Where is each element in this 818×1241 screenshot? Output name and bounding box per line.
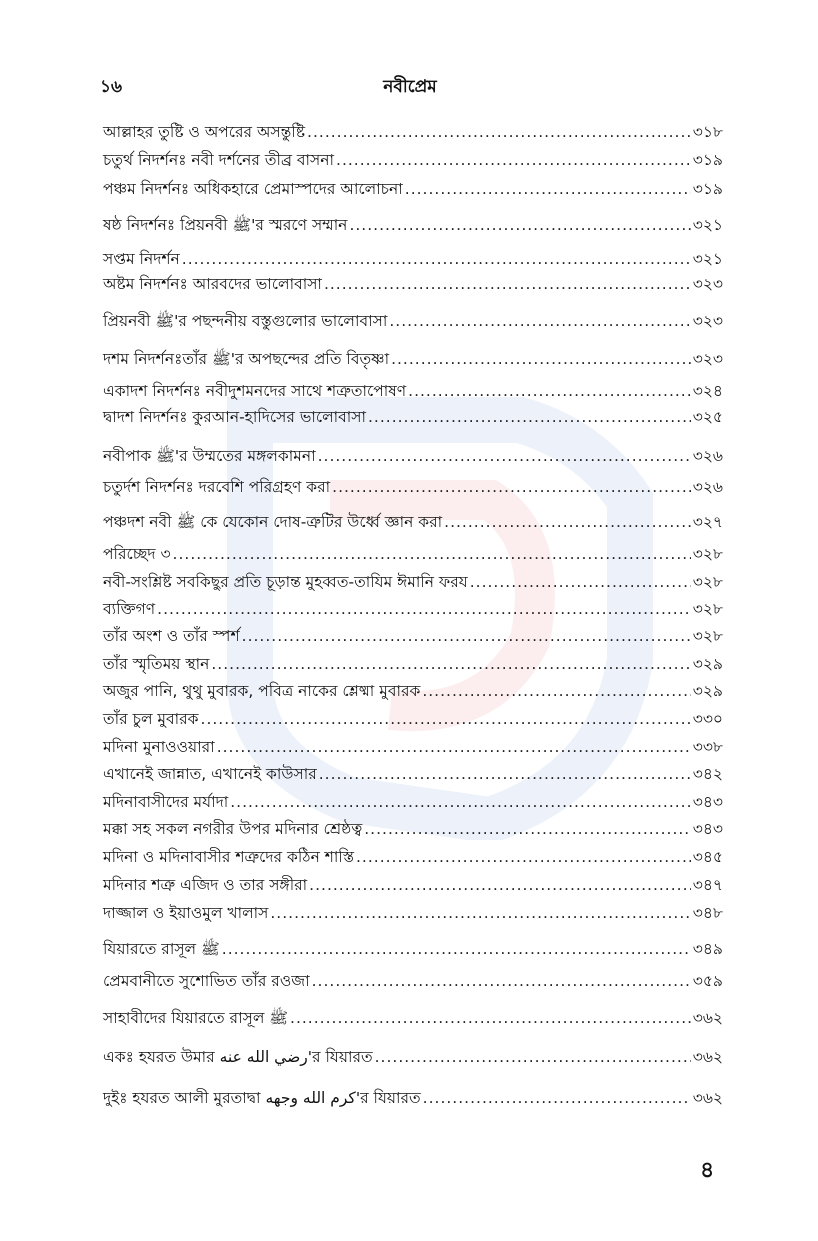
toc-entry xyxy=(103,938,723,960)
toc-entry-title: মক্কা সহ সকল নগরীর উপর মদিনার শ্রেষ্ঠত্ব xyxy=(103,820,363,838)
dot-leader xyxy=(423,1087,691,1109)
toc-entry xyxy=(103,214,723,236)
toc-entry-title: আল্লাহর তুষ্টি ও অপরের অসন্তুষ্টি xyxy=(103,123,306,141)
toc-entry-title: মদিনা ও মদিনাবাসীর শত্রুদের কঠিন শাস্তি xyxy=(103,848,354,866)
book-title: নবীপ্রেম xyxy=(383,77,437,97)
dot-leader xyxy=(211,653,690,675)
toc-entry xyxy=(103,970,723,992)
toc-entry-page: ৩৬২ xyxy=(692,1089,723,1107)
toc-entry xyxy=(103,708,723,730)
toc-entry xyxy=(103,763,723,785)
toc-entry-page: ৩২১ xyxy=(692,250,723,268)
toc-entry-page: ৩২৩ xyxy=(692,350,723,368)
toc-entry xyxy=(103,902,723,924)
toc-entry-page: ৩৪৫ xyxy=(692,848,723,866)
toc-entry-title: প্রিয়নবী ﷺ'র পছন্দনীয় বস্তুগুলোর ভালোবাসা xyxy=(103,312,388,330)
toc-entry xyxy=(103,445,723,467)
toc-entry xyxy=(103,874,723,896)
toc-entry xyxy=(103,1087,723,1109)
toc-entry-title: তাঁর চুল মুবারক xyxy=(103,710,199,728)
toc-entry xyxy=(103,625,723,647)
toc-entry xyxy=(103,380,723,402)
dot-leader xyxy=(312,970,691,992)
dot-leader xyxy=(307,121,691,143)
toc-entry-page: ৩২৩ xyxy=(692,275,723,293)
toc-entry-page: ৩২৮ xyxy=(692,545,723,563)
toc-entry-title: ষষ্ঠ নিদর্শনঃ প্রিয়নবী ﷺ'র স্মরণে সম্মান xyxy=(103,216,348,234)
toc-entry xyxy=(103,248,723,270)
toc-entry xyxy=(103,406,723,428)
dot-leader xyxy=(364,818,691,840)
dot-leader xyxy=(290,1007,691,1029)
toc-entry-title: একঃ হযরত উমার رضي الله عنه'র যিয়ারত xyxy=(103,1048,373,1066)
dot-leader xyxy=(336,149,691,171)
toc-entry-title: পরিচ্ছেদ ৩ xyxy=(103,545,171,563)
dot-leader xyxy=(389,310,690,332)
footer-page-number: ৪ xyxy=(700,1158,715,1183)
toc-entry-page: ৩৬২ xyxy=(692,1048,723,1066)
toc-entry-title: মদিনাবাসীদের মর্যাদা xyxy=(103,793,229,811)
toc-entry-page: ৩২৯ xyxy=(692,682,723,700)
toc-entry-page: ৩২৩ xyxy=(692,312,723,330)
toc-entry xyxy=(103,598,723,620)
toc-entry-title: অষ্টম নিদর্শনঃ আরবদের ভালোবাসা xyxy=(103,275,322,293)
dot-leader xyxy=(230,791,691,813)
dot-leader xyxy=(217,736,691,758)
toc-entry-title: তাঁর স্মৃতিময় স্থান xyxy=(103,655,210,673)
dot-leader xyxy=(332,476,691,498)
toc-entry-page: ৩২৪ xyxy=(692,382,723,400)
toc-entry xyxy=(103,511,723,533)
dot-leader xyxy=(242,625,691,647)
toc-entry-page: ৩৩৮ xyxy=(692,738,723,756)
dot-leader xyxy=(422,680,690,702)
toc-entry xyxy=(103,121,723,143)
toc-entry-page: ৩২৬ xyxy=(692,447,723,465)
dot-leader xyxy=(444,511,691,533)
toc-entry-title: পঞ্চদশ নবী ﷺ কে যেকোন দোষ-ত্রুটির উর্ধ্বে জ্ঞান করা xyxy=(103,513,443,531)
toc-entry-page: ৩৪৯ xyxy=(692,940,723,958)
toc-entry xyxy=(103,736,723,758)
toc-entry-page: ৩২৫ xyxy=(692,408,723,426)
toc-entry-title: চতুর্থ নিদর্শনঃ নবী দর্শনের তীব্র বাসনা xyxy=(103,151,335,169)
toc-entry-page: ৩২৬ xyxy=(692,478,723,496)
page-header xyxy=(100,74,720,100)
dot-leader xyxy=(201,708,691,730)
toc-entry-title: পঞ্চম নিদর্শনঃ অধিকহারে প্রেমাস্পদের আলোচনা xyxy=(103,180,403,198)
dot-leader xyxy=(349,214,690,236)
toc-entry-page: ৩২৯ xyxy=(692,655,723,673)
toc-entry-page: ৩১৯ xyxy=(692,151,723,169)
toc-entry xyxy=(103,846,723,868)
toc-entry-title: যিয়ারতে রাসূল ﷺ xyxy=(103,940,220,958)
toc-entry-title: তাঁর অংশ ও তাঁর স্পর্শ xyxy=(103,627,240,645)
toc-entry-page: ৩২৮ xyxy=(692,600,723,618)
toc-entry xyxy=(103,348,723,370)
toc-entry-page: ৩৪৭ xyxy=(692,876,723,894)
dot-leader xyxy=(173,543,691,565)
toc-entry-title: প্রেমবানীতে সুশোভিত তাঁর রওজা xyxy=(103,972,310,990)
toc-entry-page: ৩২৮ xyxy=(692,573,723,591)
dot-leader xyxy=(319,763,691,785)
toc-entry-page: ৩৩০ xyxy=(692,710,723,728)
toc-entry-title: অজুর পানি, থুথু মুবারক, পবিত্র নাকের শ্লেষ্মা মুবারক xyxy=(103,682,421,700)
toc-entry xyxy=(103,680,723,702)
dot-leader xyxy=(318,445,691,467)
toc-entry-page: ৩৪২ xyxy=(692,765,723,783)
dot-leader xyxy=(324,273,691,295)
toc-entry xyxy=(103,1007,723,1029)
toc-entry-title: একাদশ নিদর্শনঃ নবীদুশমনদের সাথে শত্রুতাপোষণ xyxy=(103,382,407,400)
dot-leader xyxy=(375,1046,691,1068)
dot-leader xyxy=(270,902,690,924)
dot-leader xyxy=(368,406,691,428)
toc-entry-page: ৩৫৯ xyxy=(692,972,723,990)
toc-entry-title: নবীপাক ﷺ'র উম্মতের মঙ্গলকামনা xyxy=(103,447,316,465)
dot-leader xyxy=(391,348,691,370)
toc-entry xyxy=(103,818,723,840)
dot-leader xyxy=(157,598,691,620)
header-page-number: ১৬ xyxy=(100,77,123,97)
dot-leader xyxy=(470,571,691,593)
toc-entry xyxy=(103,571,723,593)
toc-entry-page: ৩১৮ xyxy=(692,123,723,141)
toc-entry xyxy=(103,178,723,200)
toc-entry-page: ৩৬২ xyxy=(692,1009,723,1027)
toc-entry xyxy=(103,149,723,171)
toc-entry-page: ৩৪৩ xyxy=(692,820,723,838)
toc-entry-title: দুইঃ হযরত আলী মুরতাদ্বা كرم الله وجهه'র যিয়ারত xyxy=(103,1089,421,1107)
toc-entry-page: ৩৪৩ xyxy=(692,793,723,811)
toc-entry xyxy=(103,653,723,675)
toc-entry-page: ৩২৭ xyxy=(692,513,723,531)
toc-entry-title: নবী-সংশ্লিষ্ট সবকিছুর প্রতি চূড়ান্ত মুহব্বত-তাযিম ঈমানি ফরয xyxy=(103,573,468,591)
toc-entry-title: দাজ্জাল ও ইয়াওমুল খালাস xyxy=(103,904,269,922)
toc-entry xyxy=(103,543,723,565)
dot-leader xyxy=(405,178,691,200)
toc-entry-title: দশম নিদর্শনঃতাঁর ﷺ'র অপছন্দের প্রতি বিতৃষ্ণা xyxy=(103,350,390,368)
toc-entry-page: ৩২১ xyxy=(692,216,723,234)
toc-entry-page: ৩৪৮ xyxy=(692,904,723,922)
dot-leader xyxy=(309,874,691,896)
dot-leader xyxy=(182,248,691,270)
toc-entry xyxy=(103,273,723,295)
toc-entry xyxy=(103,1046,723,1068)
toc-entry-title: এখানেই জান্নাত, এখানেই কাউসার xyxy=(103,765,317,783)
toc-entry-title: ব্যক্তিগণ xyxy=(103,600,156,618)
dot-leader xyxy=(408,380,691,402)
toc-entry-title: চতুর্দশ নিদর্শনঃ দরবেশি পরিগ্রহণ করা xyxy=(103,478,331,496)
toc-entry-title: মদিনার শত্রু এজিদ ও তার সঙ্গীরা xyxy=(103,876,308,894)
dot-leader xyxy=(222,938,691,960)
toc-entry-title: মদিনা মুনাওওয়ারা xyxy=(103,738,215,756)
dot-leader xyxy=(356,846,691,868)
toc-entry xyxy=(103,310,723,332)
toc-entry-page: ৩১৯ xyxy=(692,180,723,198)
toc-entry xyxy=(103,476,723,498)
toc-entry-page: ৩২৮ xyxy=(692,627,723,645)
toc-entry xyxy=(103,791,723,813)
toc-entry-title: দ্বাদশ নিদর্শনঃ কুরআন-হাদিসের ভালোবাসা xyxy=(103,408,366,426)
toc-entry-title: সপ্তম নিদর্শন xyxy=(103,250,180,268)
toc-entry-title: সাহাবীদের যিয়ারতে রাসূল ﷺ xyxy=(103,1009,289,1027)
